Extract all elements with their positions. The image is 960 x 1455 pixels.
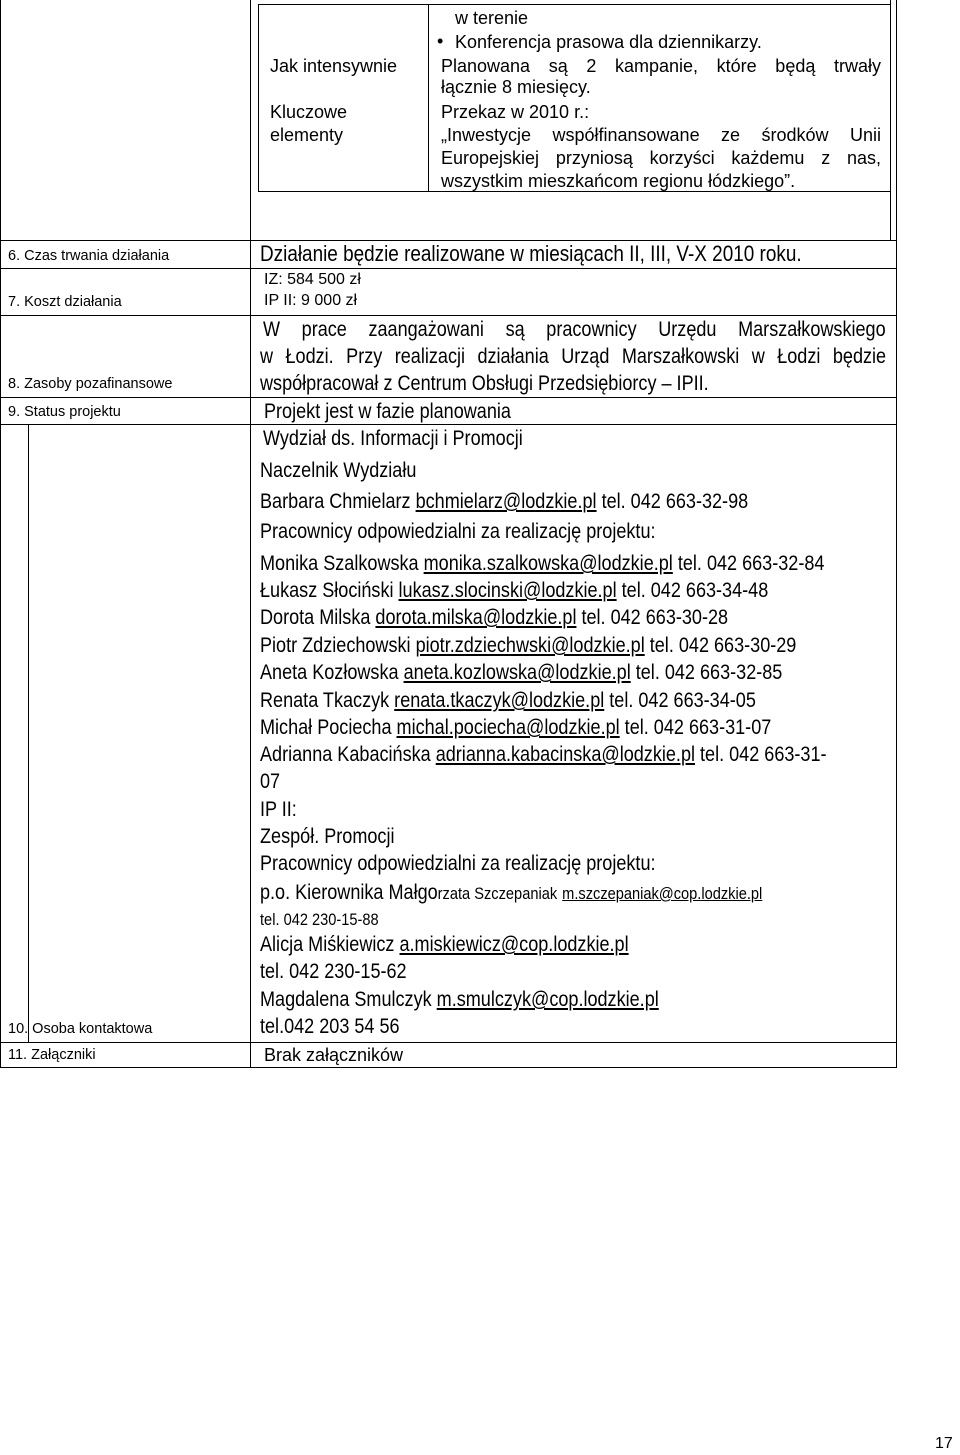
magdalena-row (260, 989, 659, 1010)
row3-line2: „Inwestycje współfinansowane ze środków Unii (441, 125, 881, 145)
label-koszt: 7. Koszt działania (8, 294, 122, 310)
person-tel: tel. 042 663-30-29 (649, 634, 797, 657)
row6-bottom (0, 268, 897, 269)
zasoby-line1: W prace zaangażowani są pracownicy Urzędu Marszałkowskiego (263, 318, 886, 341)
row3-label-1: Kluczowe (270, 102, 348, 122)
alicja-email[interactable]: a.miskiewicz@cop.lodzkie.pl (399, 933, 629, 956)
person-email[interactable]: aneta.kozlowska@lodzkie.pl (403, 661, 631, 684)
row3-line3: Europejskiej przyniosą korzyści każdemu z nas, (441, 148, 881, 168)
row10-bottom (0, 1042, 897, 1043)
person-tel: tel. 042 663-32-84 (677, 552, 825, 575)
person-row (260, 744, 827, 765)
row1-bullet-text: Konferencja prasowa dla dziennikarzy. (455, 32, 762, 52)
person-row (260, 607, 728, 628)
resp-label-2: Pracownicy odpowiedzialni za realizację projektu: (260, 852, 656, 875)
person-name: Michał Pociecha (260, 716, 392, 739)
person-row (260, 717, 771, 738)
po-tel: tel. 042 230-15-88 (260, 910, 379, 929)
person-tel: tel. 042 663-34-48 (621, 579, 769, 602)
contact-head-tel: tel. 042 663-32-98 (601, 490, 749, 513)
koszt-ip2: IP II: 9 000 zł (264, 292, 358, 309)
row2-label: Jak intensywnie (270, 56, 398, 76)
top-box-divider (428, 4, 429, 192)
row3-line1: Przekaz w 2010 r.: (441, 102, 590, 122)
row7-bottom (0, 315, 897, 316)
person-name: Monika Szalkowska (260, 552, 419, 575)
person-email[interactable]: dorota.milska@lodzkie.pl (375, 606, 577, 629)
label-zalaczniki: 11. Załączniki (8, 1047, 96, 1063)
row2-line1: Planowana są 2 kampanie, które będą trwały (441, 56, 881, 76)
person-row (260, 635, 796, 656)
row9-bottom (0, 424, 897, 425)
po-prefix: p.o. Kierownika Małgo (260, 881, 438, 904)
main-outer-right (896, 240, 897, 1068)
label-zasoby: 8. Zasoby pozafinansowe (8, 376, 173, 392)
person-email[interactable]: monika.szalkowska@lodzkie.pl (423, 552, 673, 575)
contact-head-title: Naczelnik Wydziału (260, 459, 417, 482)
person-tel: tel. 042 663-30-28 (581, 606, 729, 629)
top-box-right (890, 4, 891, 192)
contact-head-email[interactable]: bchmielarz@lodzkie.pl (415, 490, 597, 513)
person-row (260, 553, 824, 574)
top-outer-right (896, 0, 897, 240)
row1-right-text: w terenie (455, 8, 529, 28)
main-outer-left (0, 240, 1, 1068)
po-row (260, 882, 762, 903)
person-tel: tel. 042 663-34-05 (609, 689, 756, 712)
person-name: Aneta Kozłowska (260, 661, 399, 684)
label-czas-trwania: 6. Czas trwania działania (8, 248, 170, 264)
magdalena-tel: tel.042 203 54 56 (260, 1015, 400, 1038)
alicja-tel: tel. 042 230-15-62 (260, 960, 407, 983)
contact-resp-label: Pracownicy odpowiedzialni za realizację projektu: (260, 520, 656, 543)
person-row (260, 580, 768, 601)
person-email[interactable]: adrianna.kabacinska@lodzkie.pl (435, 743, 695, 766)
person-tel: tel. 042 663-31-07 (624, 716, 772, 739)
label-osoba: 10. Osoba kontaktowa (8, 1021, 153, 1037)
contact-head-name: Barbara Chmielarz (260, 490, 411, 513)
person-email[interactable]: michal.pociecha@lodzkie.pl (396, 716, 620, 739)
po-rest: rzata Szczepaniak (437, 884, 558, 903)
person-email[interactable]: lukasz.slocinski@lodzkie.pl (398, 579, 617, 602)
contact-dept: Wydział ds. Informacji i Promocji (263, 427, 523, 450)
person-tel: tel. 042 663-32-85 (635, 661, 783, 684)
row2-line2: łącznie 8 miesięcy. (441, 77, 591, 97)
person-name: Renata Tkaczyk (260, 689, 390, 712)
person-name: Adrianna Kabacińska (260, 743, 431, 766)
koszt-iz: IZ: 584 500 zł (264, 271, 361, 288)
person-tel: tel. 042 663-31- (700, 743, 827, 766)
ip2-label: IP II: (260, 798, 297, 821)
person-name: Piotr Zdziechowski (260, 634, 411, 657)
page-number: 17 (935, 1435, 953, 1452)
top-box-top (258, 4, 891, 5)
row3-label-2: elementy (270, 125, 344, 145)
person-row (260, 690, 756, 711)
main-bottom-border (0, 1067, 897, 1068)
top-outer-left (0, 0, 1, 240)
person-name: Łukasz Słociński (260, 579, 394, 602)
magdalena-email[interactable]: m.smulczyk@cop.lodzkie.pl (436, 988, 659, 1011)
left-inner-line (28, 424, 29, 1042)
contact-head-line (260, 491, 748, 512)
main-col-divider (250, 240, 251, 1068)
zasoby-line3: współpracował z Centrum Obsługi Przedsiębiorcy – IPII. (260, 372, 709, 395)
alicja-name: Alicja Miśkiewicz (260, 933, 395, 956)
person-email[interactable]: piotr.zdziechwski@lodzkie.pl (415, 634, 645, 657)
row3-line4: wszystkim mieszkańcom regionu łódzkiego”. (441, 171, 796, 191)
person-name: Dorota Milska (260, 606, 371, 629)
row8-bottom (0, 397, 897, 398)
magdalena-name: Magdalena Smulczyk (260, 988, 432, 1011)
top-box-left (258, 4, 259, 192)
tel-wrap: 07 (260, 770, 281, 793)
top-box-bottom (258, 191, 891, 192)
alicja-row (260, 934, 629, 955)
person-email[interactable]: renata.tkaczyk@lodzkie.pl (394, 689, 605, 712)
po-email[interactable]: m.szczepaniak@cop.lodzkie.pl (562, 884, 763, 903)
zasoby-line2: w Łodzi. Przy realizacji działania Urząd Marszałkowski w Łodzi będzie (260, 345, 887, 368)
label-status: 9. Status projektu (8, 404, 121, 420)
top-inner-left (250, 0, 251, 240)
team-label: Zespół. Promocji (260, 825, 395, 848)
status-value: Projekt jest w fazie planowania (264, 400, 511, 423)
bullet-icon: • (437, 31, 444, 51)
person-row (260, 662, 782, 683)
zalaczniki-value: Brak załączników (264, 1045, 404, 1065)
czas-value: Działanie będzie realizowane w miesiącach II, III, V-X 2010 roku. (260, 241, 802, 266)
